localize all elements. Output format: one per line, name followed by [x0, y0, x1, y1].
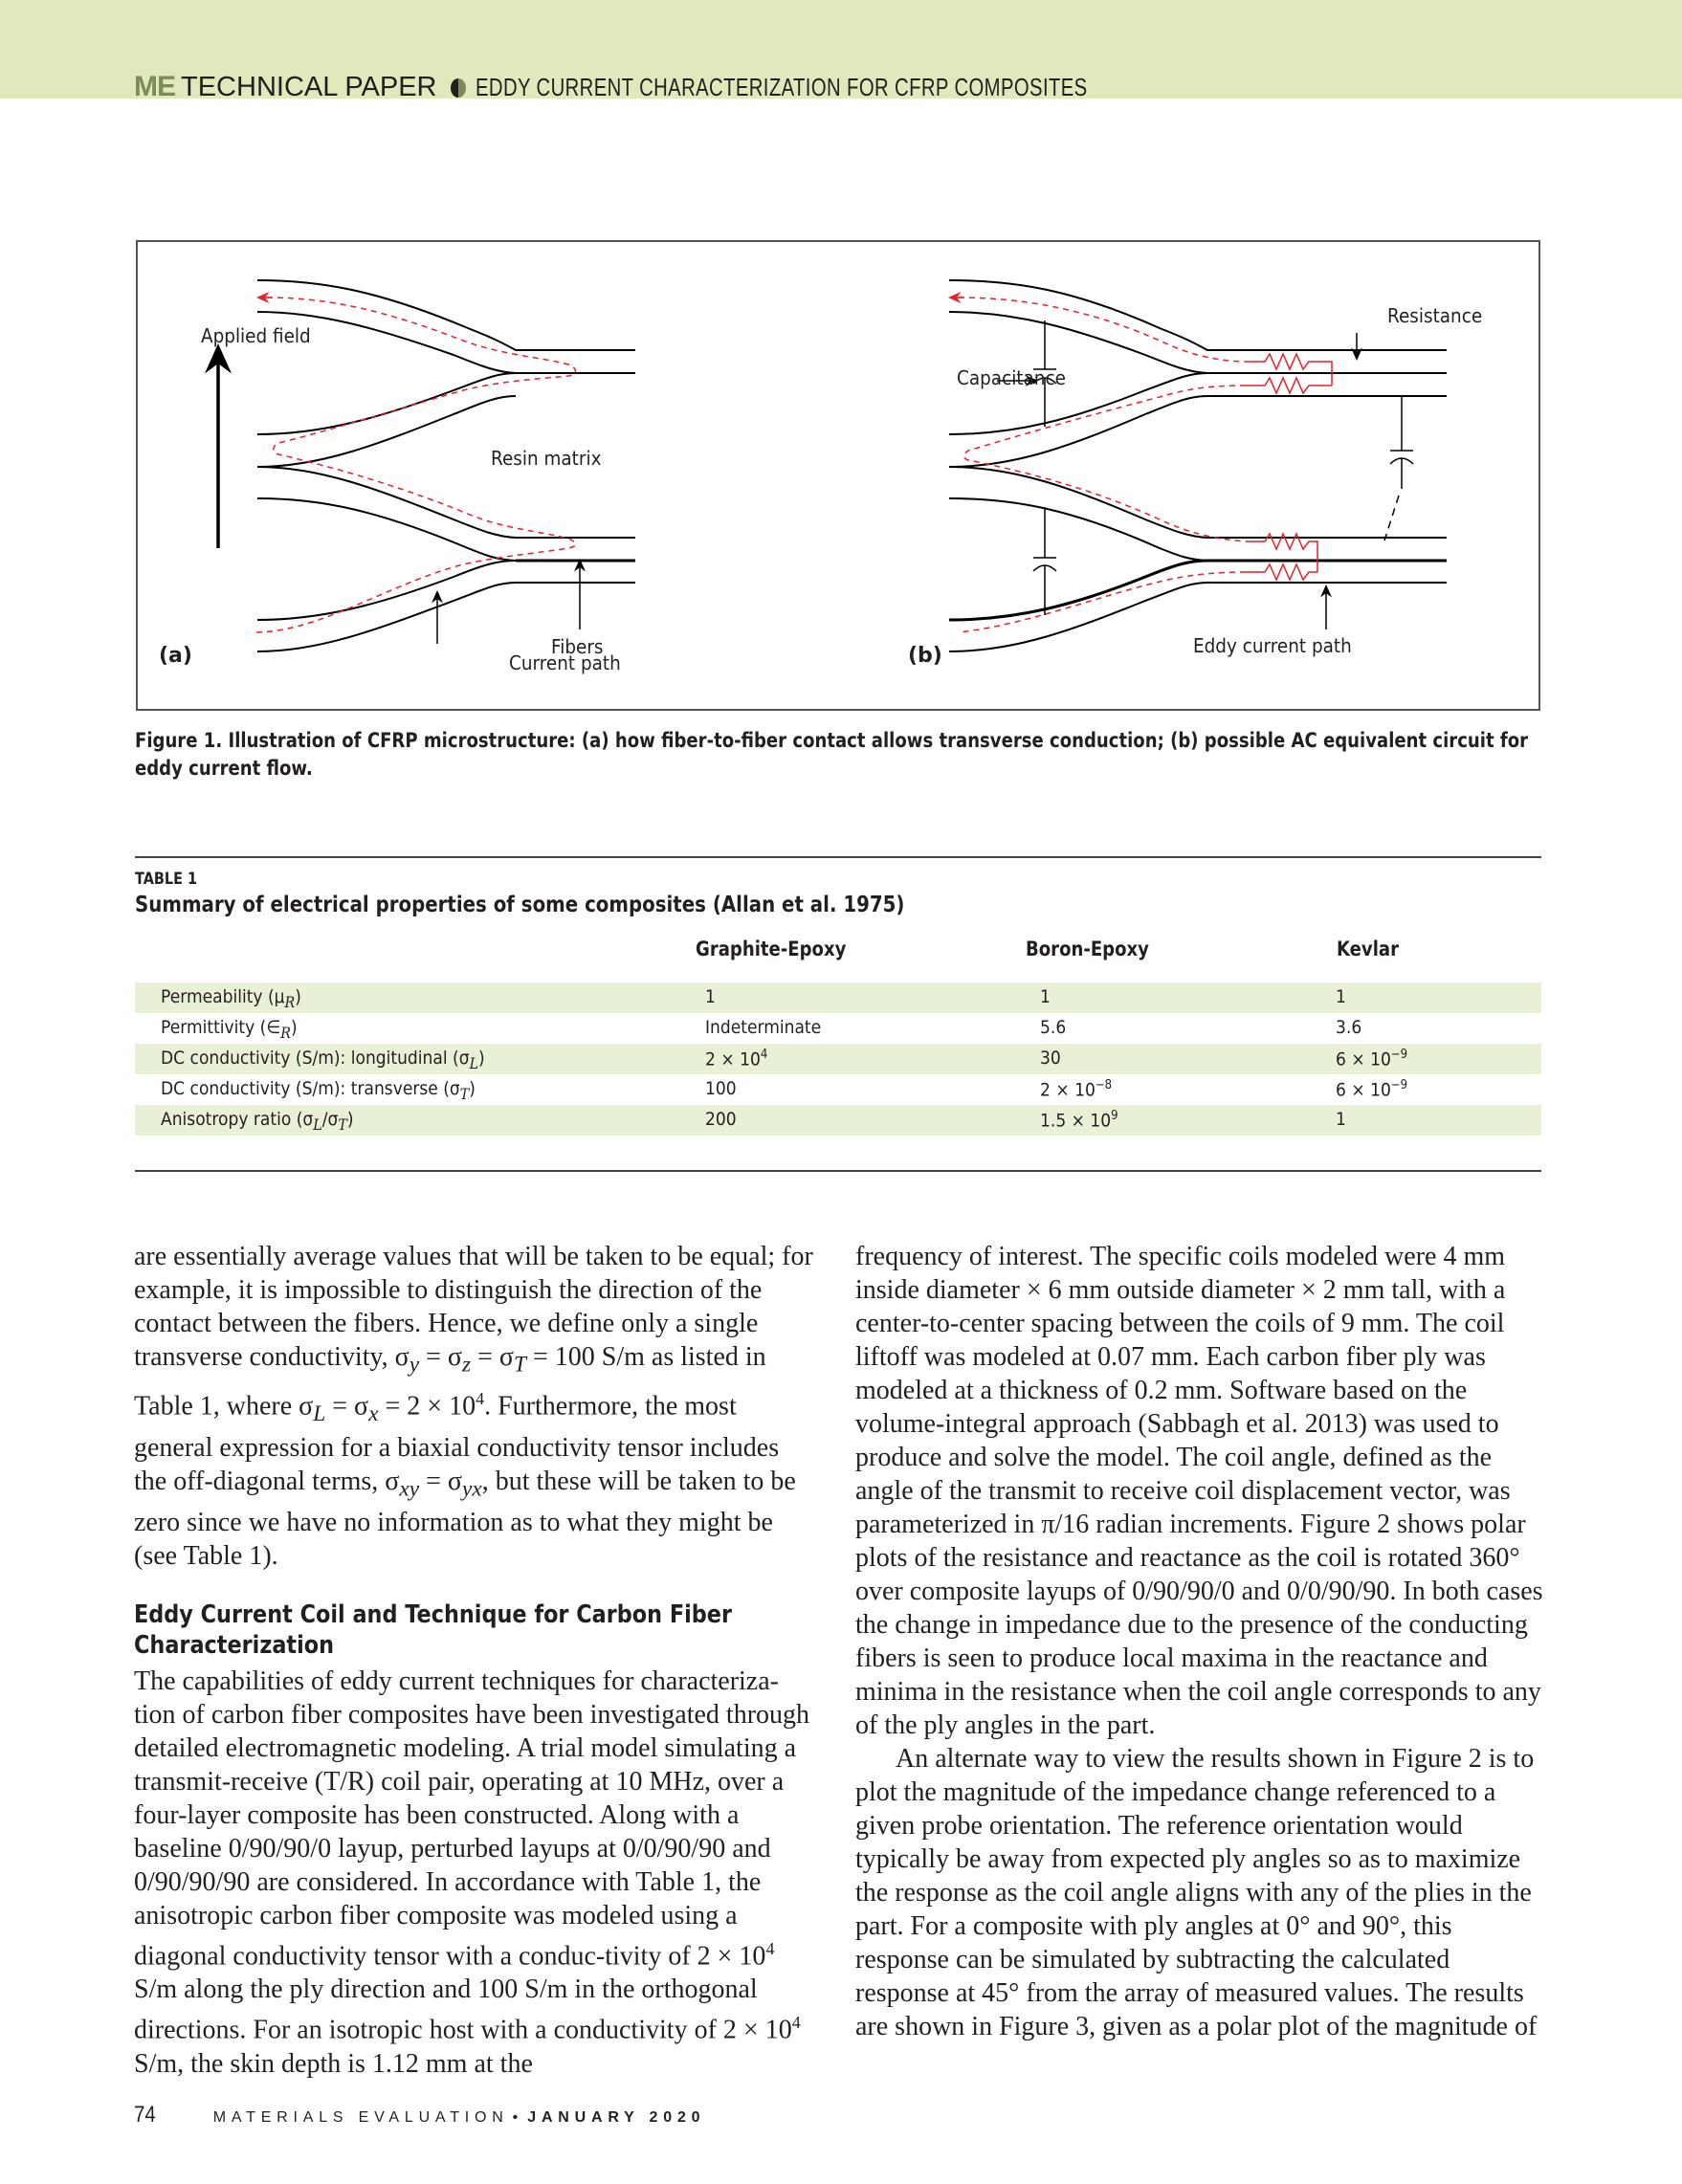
table-row — [135, 982, 1541, 1013]
table-title: Summary of electrical properties of some composites (Allan et al. 1975) — [135, 893, 905, 917]
paragraph: An alternate way to view the results shown in Figure 2 is to plot the magnitude of the impedance change referenced to a given probe orientation. The reference orientation would typically be away from expected ply angles so as to maximize the response as the coil angle aligns with any of the plies in the part. For a composite with ply angles at 0° and 90°, this response can be simulated by subtracting the calculated response at 45° from the array of measured values. The results are shown in Figure 3, given as a polar plot of the magnitude of — [855, 1744, 1538, 2041]
cell-value: 1 — [1336, 1109, 1346, 1130]
column-header-graphite-epoxy: Graphite-Epoxy — [696, 938, 847, 960]
table-row — [135, 1013, 1541, 1044]
table-top-rule — [135, 856, 1541, 858]
table-bottom-rule — [135, 1170, 1541, 1172]
body-column-left — [134, 1240, 818, 2081]
section-label: TECHNICAL PAPER — [181, 72, 437, 102]
paragraph: are essentially average values that will be taken to be equal; for example, it is impossible to distinguish the direction of the contact between the fibers. Hence, we define only a single transverse conductivity, $\sigma_y = \sigma_z = \sigma_T = 100$ S/m as listed in Table 1, where $\sigma_L = \sigma_x = 2 \times 10^4$. Furthermore, the most general expression for a biaxial conductivity tensor includes the off-diagonal terms, $\sigma_{xy} = \sigma_{yx}$, but these will be taken to be zero since we have no information as to what they might be (see Table 1). — [134, 1242, 813, 1572]
table-label: TABLE 1 — [135, 870, 198, 889]
table-row — [135, 1074, 1541, 1105]
half-circle-icon — [451, 78, 466, 98]
capacitance-label: Capacitance — [957, 366, 1066, 389]
eddy-current-path-label: Eddy current path — [1193, 634, 1352, 657]
fibers-label: Fibers — [551, 635, 604, 658]
table-row — [135, 1044, 1541, 1074]
panel-b-capacitors — [1033, 320, 1413, 615]
column-header-boron-epoxy: Boron-Epoxy — [1026, 938, 1149, 960]
figure-1-caption: Figure 1. Illustration of CFRP microstructure: (a) how fiber-to-fiber contact allows transverse conduction; (b) possible AC equivalent circuit for eddy current flow. — [135, 729, 1529, 780]
figure-1 — [136, 240, 1540, 711]
cell-value: 3.6 — [1336, 1017, 1362, 1038]
cell-value: 30 — [1040, 1048, 1061, 1069]
row-property: DC conductivity (S/m): transverse $(\sigma_T)$ — [161, 1078, 476, 1103]
journal-name: MATERIALS EVALUATION — [212, 2109, 509, 2126]
paragraph: The capabilities of eddy current techniques for characteriza-tion of carbon fiber composites have been investigated through detailed electromagnetic modeling. A trial model simulating a transmit-receive (T/R) coil pair, operating at 10 MHz, over a four-layer composite has been constructed. Along with a baseline 0/90/90/0 layup, perturbed layups at 0/0/90/90 and 0/90/90/90 are considered. In accordance with Table 1, the anisotropic carbon fiber composite was modeled using a diagonal conductivity tensor with a conduc-tivity of $2 \times 10^4$ S/m along the ply direction and 100 S/m in the orthogonal directions. For an isotropic host with a conductivity of $2 \times 10^4$ S/m, the skin depth is 1.12 mm at the — [134, 1666, 810, 2079]
journal-logo: ME — [134, 71, 175, 102]
cell-value: $2 \times 10^{-8}$ — [1040, 1078, 1113, 1101]
column-header-kevlar: Kevlar — [1337, 938, 1399, 960]
row-property: Permeability $(\mu_R)$ — [161, 986, 301, 1011]
row-property: Anisotropy ratio $(\sigma_L/\sigma_T)$ — [161, 1109, 354, 1134]
cell-value: 1 — [1336, 986, 1346, 1007]
article-running-title: EDDY CURRENT CHARACTERIZATION FOR CFRP COMPOSITES — [475, 73, 1088, 101]
cell-value: 5.6 — [1040, 1017, 1067, 1038]
cell-value: $6 \times 10^{-9}$ — [1336, 1078, 1408, 1101]
body-column-right — [855, 1240, 1544, 2043]
table-row — [135, 1105, 1541, 1136]
bullet-separator: • — [512, 2109, 519, 2126]
current-path-label: Current path — [509, 651, 621, 674]
cell-value: 100 — [705, 1078, 737, 1099]
page-footer — [132, 2102, 705, 2129]
cell-value: 200 — [705, 1109, 737, 1130]
row-property: Permittivity $(\in_R)$ — [161, 1017, 298, 1042]
panel-a-label: (a) — [159, 644, 192, 668]
page-number: 74 — [134, 2102, 156, 2128]
issue-date: JANUARY 2020 — [527, 2109, 706, 2126]
cell-value: $2 \times 10^4$ — [705, 1048, 768, 1070]
panel-b-label: (b) — [908, 644, 942, 668]
cell-value: 1 — [1040, 986, 1051, 1007]
cell-value: 1 — [705, 986, 716, 1007]
running-header — [134, 71, 1259, 103]
applied-field-label: Applied field — [201, 324, 311, 347]
cell-value: $1.5 \times 10^9$ — [1040, 1109, 1118, 1132]
resistance-label: Resistance — [1387, 304, 1483, 327]
cell-value: Indeterminate — [705, 1017, 822, 1038]
section-heading: Eddy Current Coil and Technique for Carbon Fiber Characterization — [134, 1600, 732, 1661]
cell-value: $6 \times 10^{-9}$ — [1336, 1048, 1408, 1070]
row-property: DC conductivity (S/m): longitudinal $(\sigma_L)$ — [161, 1048, 485, 1072]
paragraph: frequency of interest. The specific coils modeled were 4 mm inside diameter × 6 mm outside diameter × 2 mm tall, with a center-to-center spacing between the coils of 9 mm. The coil liftoff was modeled at 0.07 mm. Each carbon fiber ply was modeled at a thickness of 0.2 mm. Software based on the volume-integral approach (Sabbagh et al. 2013) was used to produce and solve the model. The coil angle, defined as the angle of the transmit to receive coil displacement vector, was parameterized in π/16 radian increments. Figure 2 shows polar plots of the resistance and reactance as the coil is rotated 360° over composite layups of 0/90/90/0 and 0/0/90/90. In both cases the change in impedance due to the presence of the conducting fibers is seen to produce local maxima in the reactance and minima in the resistance when the coil angle corresponds to any of the ply angles in the part. — [855, 1242, 1543, 1740]
panel-b-fibers — [949, 280, 1447, 651]
resin-matrix-label: Resin matrix — [491, 447, 602, 470]
